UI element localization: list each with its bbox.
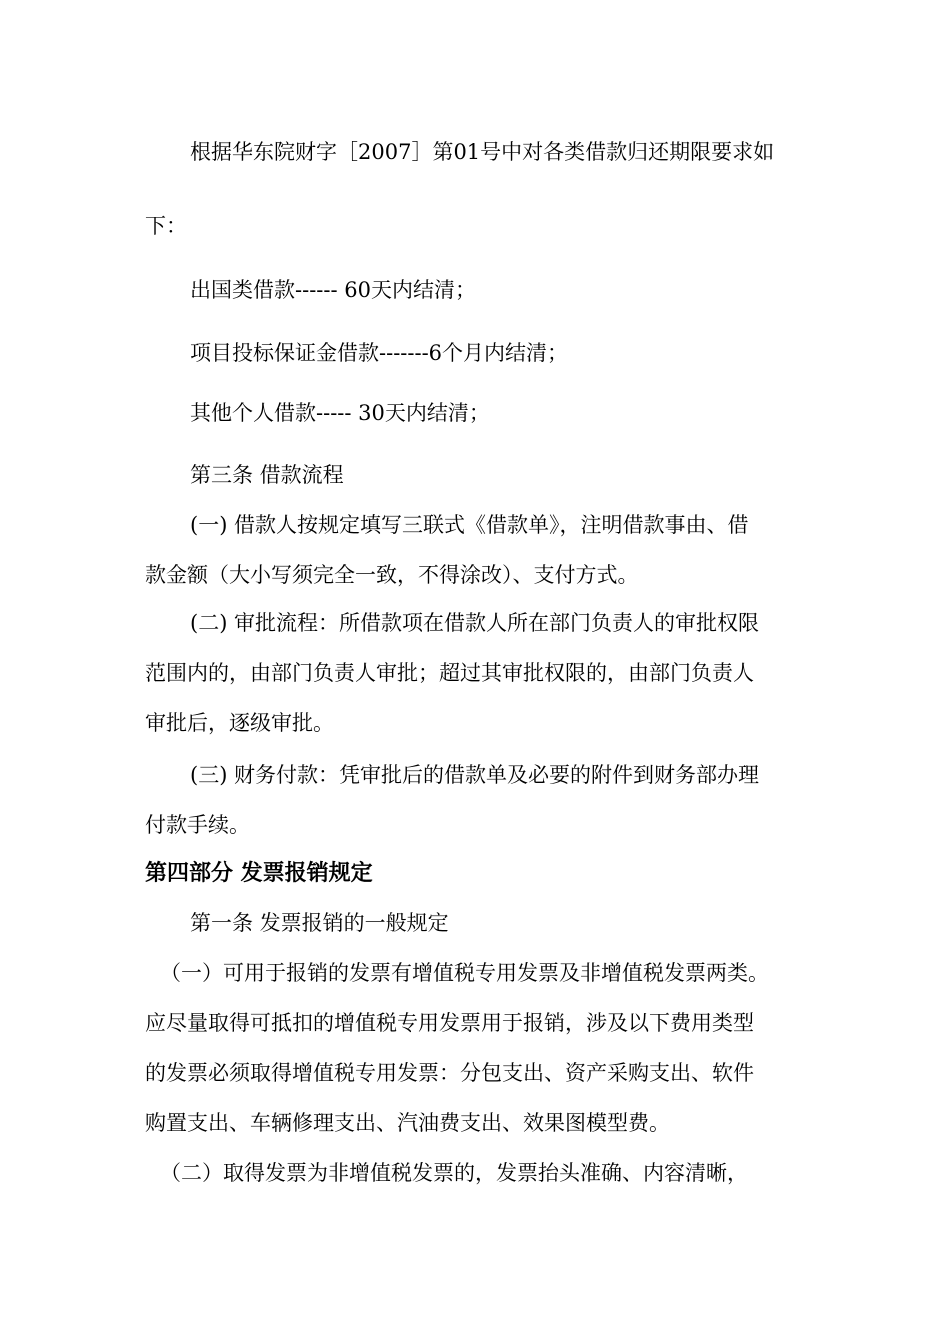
paragraph-rule-1-cont-a: 应尽量取得可抵扣的增值税专用发票用于报销，涉及以下费用类型 [145, 1011, 754, 1035]
list-item-bid-deposit-loan: 项目投标保证金借款-------6个月内结清； [190, 341, 569, 365]
paragraph-step-1: (一) 借款人按规定填写三联式《借款单》，注明借款事由、借 [190, 513, 749, 537]
article-heading-borrowing-process: 第三条 借款流程 [190, 463, 344, 487]
paragraph-step-2-cont-b: 审批后，逐级审批。 [145, 711, 334, 735]
list-item-overseas-loan: 出国类借款------ 60天内结清； [190, 278, 476, 302]
list-item-personal-loan: 其他个人借款----- 30天内结清； [190, 401, 490, 425]
paragraph-borrowing-deadline-intro: 根据华东院财字［2007］第01号中对各类借款归还期限要求如 [190, 140, 775, 164]
paragraph-step-2: (二) 审批流程：所借款项在借款人所在部门负责人的审批权限 [190, 611, 760, 635]
paragraph-step-1-cont: 款金额（大小写须完全一致，不得涂改）、支付方式。 [145, 563, 639, 587]
paragraph-rule-1-cont-b: 的发票必须取得增值税专用发票：分包支出、资产采购支出、软件 [145, 1061, 754, 1085]
paragraph-step-2-cont-a: 范围内的，由部门负责人审批；超过其审批权限的，由部门负责人 [145, 661, 754, 685]
paragraph-borrowing-deadline-intro-cont: 下： [145, 214, 187, 238]
section-heading-invoice-reimbursement: 第四部分 发票报销规定 [145, 861, 373, 886]
article-heading-general-rules: 第一条 发票报销的一般规定 [190, 911, 449, 935]
paragraph-step-3: (三) 财务付款：凭审批后的借款单及必要的附件到财务部办理 [190, 763, 760, 787]
paragraph-rule-1-cont-c: 购置支出、车辆修理支出、汽油费支出、效果图模型费。 [145, 1111, 670, 1135]
paragraph-rule-2: （二）取得发票为非增值税发票的，发票抬头准确、内容清晰， [160, 1161, 748, 1185]
paragraph-step-3-cont: 付款手续。 [145, 813, 250, 837]
paragraph-rule-1: （一）可用于报销的发票有增值税专用发票及非增值税发票两类。 [160, 961, 769, 985]
